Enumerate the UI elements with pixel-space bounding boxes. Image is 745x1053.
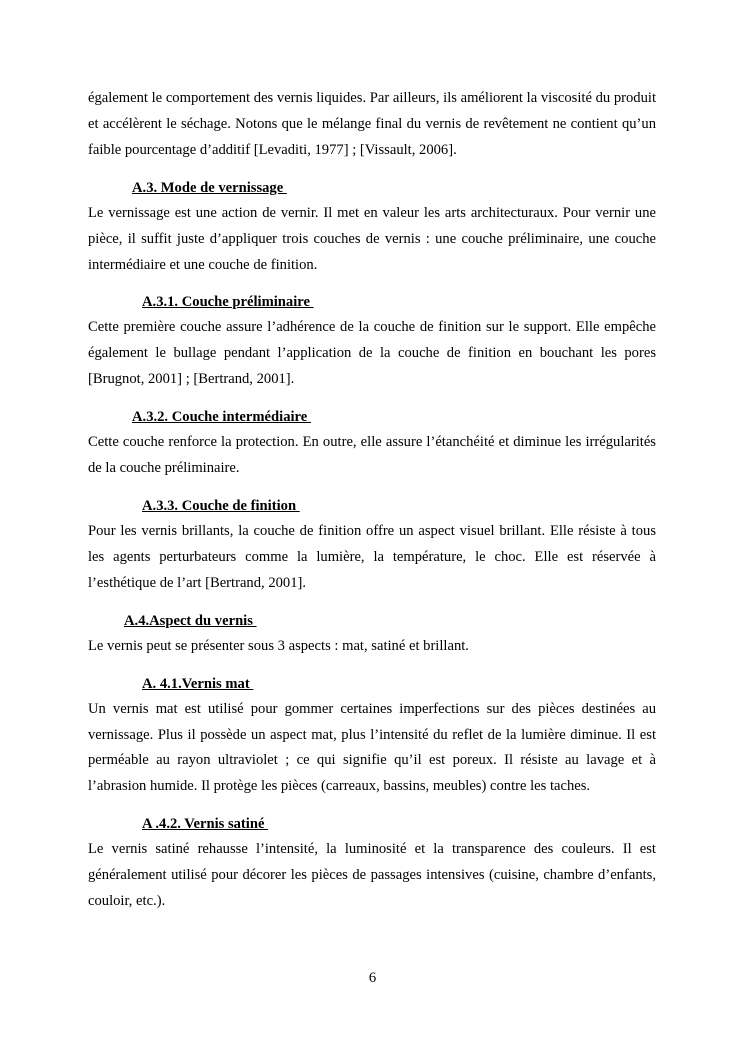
paragraph-vernis-satine: Le vernis satiné rehausse l’intensité, la luminosité et la transparence des couleurs. Il est généralement utilisé pour décorer les pièces de passages intensives (cuisine, chambre d’enfants, couloir, etc.). [88,841,656,910]
heading-couche-de-finition: A.3.3. Couche de finition [142,497,300,514]
paragraph-vernis-mat: Un vernis mat est utilisé pour gommer certaines imperfections sur des pièces destinées au vernissage. Plus il possède un aspect mat, plus l’intensité du reflet de la lumière diminue. Il est perméable au rayon ultraviolet ; ce qui signifie qu’il est poreux. Il résiste au lavage et à l’abrasion humide. Il protège les pièces (carreaux, bassins, meubles) contre les taches. [88,700,656,795]
page-number: 6 [368,970,377,986]
heading-couche-preliminaire: A.3.1. Couche préliminaire [142,294,314,311]
heading-aspect-du-vernis: A.4.Aspect du vernis [124,612,257,629]
heading-couche-intermediaire: A.3.2. Couche intermédiaire [132,409,311,426]
paragraph-couche-de-finition: Pour les vernis brillants, la couche de finition offre un aspect visuel brillant. Elle résiste à tous les agents perturbateurs comme la lumière, la température, le choc. Elle est réservée à l’esthétique de l’art [Bertrand, 2001]. [88,522,656,591]
paragraph-aspect-du-vernis: Le vernis peut se présenter sous 3 aspects : mat, satiné et brillant. [88,637,469,654]
heading-vernis-mat: A. 4.1.Vernis mat [142,675,254,692]
paragraph-couche-intermediaire: Cette couche renforce la protection. En outre, elle assure l’étanchéité et diminue les irrégularités de la couche préliminaire. [88,434,656,477]
paragraph-intro: également le comportement des vernis liquides. Par ailleurs, ils améliorent la viscosité du produit et accélèrent le séchage. Notons que le mélange final du vernis de revêtement ne contient qu’un faible pourcentage d’additif [Levaditi, 1977] ; [Vissault, 2006]. [88,90,656,158]
document-page [88,86,656,915]
paragraph-mode-de-vernissage: Le vernissage est une action de vernir. Il met en valeur les arts architecturaux. Pour vernir une pièce, il suffit juste d’appliquer trois couches de vernis : une couche préliminaire, une couche intermédiaire et une couche de finition. [88,204,656,273]
heading-vernis-satine: A .4.2. Vernis satiné [142,816,269,833]
paragraph-couche-preliminaire: Cette première couche assure l’adhérence de la couche de finition sur le support. Elle empêche également le bullage pendant l’application de la couche de finition en bouchant les pores [Brugnot, 2001] ; [Bertrand, 2001]. [88,319,656,388]
heading-mode-de-vernissage: A.3. Mode de vernissage [132,179,287,196]
